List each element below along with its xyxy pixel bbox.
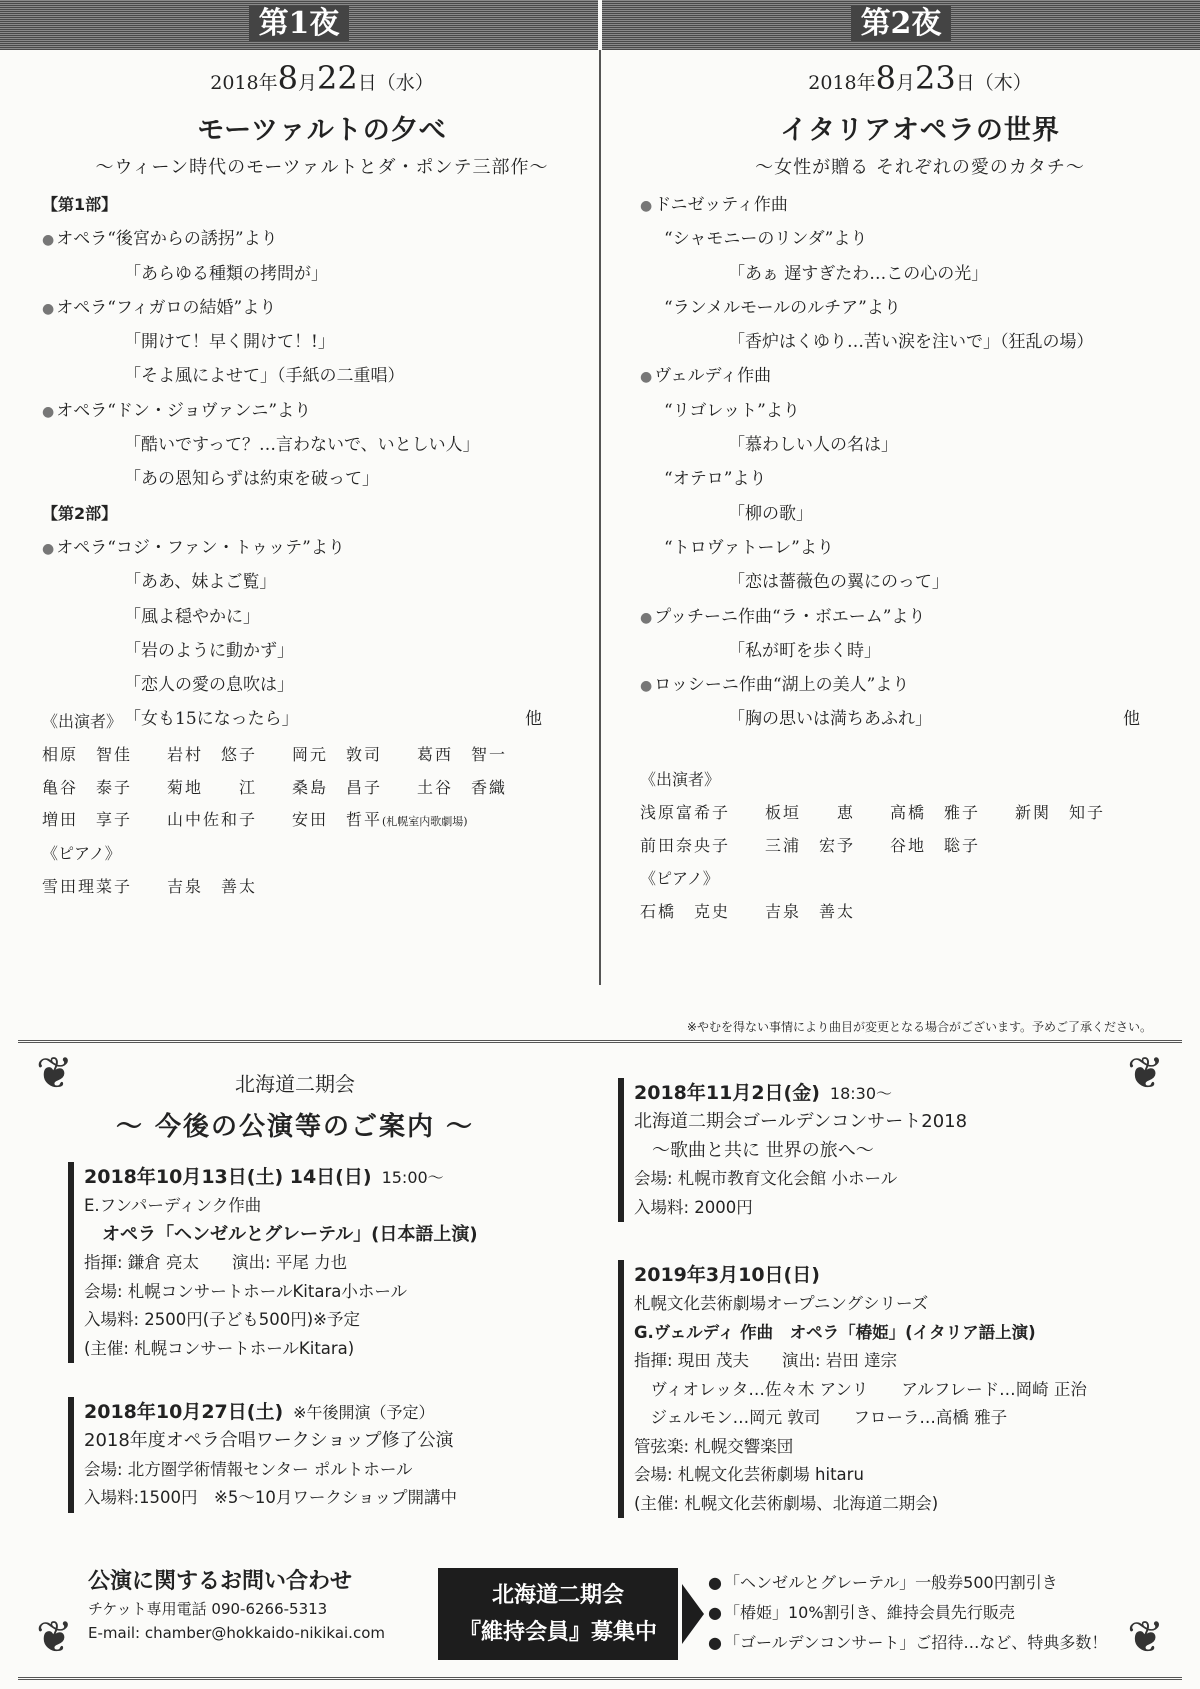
program-text: “オテロ”より <box>664 469 767 490</box>
program-aria <box>640 634 1200 668</box>
program-text: 「胸の思いは満ちあふれ」 <box>728 709 932 730</box>
program-text: 「酷いですって？…言わないで、いとしい人」 <box>124 435 480 456</box>
night1-header-bar <box>0 0 598 50</box>
program-section-label <box>42 497 602 531</box>
event-line: 北海道二期会ゴールデンコンサート2018 <box>634 1111 968 1132</box>
performer: 葛西 智一 <box>417 745 508 764</box>
program-text: ヴェルディ作曲 <box>654 366 772 387</box>
program-text: 「あの恩知らずは約束を破って」 <box>124 469 379 490</box>
cast-row <box>640 797 1200 830</box>
pianist: 吉泉 善太 <box>765 902 856 921</box>
night1-subtitle: 〜ウィーン時代のモーツァルトとダ・ポンテ三部作〜 <box>95 157 549 178</box>
member-recruit-box <box>438 1568 678 1660</box>
program-aria <box>42 462 602 496</box>
program-text: プッチーニ作曲“ラ・ボエーム”より <box>654 606 926 627</box>
event-line: オペラ「ヘンゼルとグレーテル」(日本語上演) <box>84 1223 478 1245</box>
benefit-item: ● 「ヘンゼルとグレーテル」一般券500円割引き <box>708 1568 1107 1598</box>
performer: 亀谷 泰子 <box>42 777 133 797</box>
date-month-suffix: 月 <box>297 72 317 94</box>
program-etc: 他 <box>525 709 542 730</box>
program-aria <box>640 702 1200 736</box>
event-line: G.ヴェルディ 作曲 オペラ「椿姫」(イタリア語上演) <box>634 1322 1036 1342</box>
event-time: ※午後開演（予定） <box>293 1403 435 1422</box>
ornament-icon: ❦ <box>36 1048 73 1099</box>
program-aria <box>42 565 602 599</box>
program-section-label <box>42 188 602 222</box>
cast-row <box>640 830 1200 863</box>
performer: 高橋 雅子 <box>890 803 981 822</box>
program-text: “ランメルモールのルチア”より <box>664 297 901 318</box>
night2-header-bar <box>602 0 1200 50</box>
program-etc: 他 <box>1123 709 1140 730</box>
piano-row <box>42 871 602 904</box>
performer: 岡元 敦司 <box>292 745 383 764</box>
event-line: 会場: 札幌文化芸術劇場 hitaru <box>634 1465 864 1484</box>
event-line: 会場: 北方圏学術情報センター ポルトホール <box>84 1459 413 1479</box>
program-aria <box>42 428 602 462</box>
member-benefits <box>708 1568 1107 1658</box>
event-line: (主催: 札幌コンサートホールKitara) <box>84 1338 355 1358</box>
cast-label: 《出演者》 <box>42 712 123 731</box>
performer: 岩村 悠子 <box>167 745 258 764</box>
event-line: 札幌文化芸術劇場オープニングシリーズ <box>634 1294 929 1313</box>
cast-label: 《出演者》 <box>640 770 721 789</box>
performer: 谷地 聡子 <box>890 835 981 855</box>
pianist: 雪田理菜子 <box>42 876 133 896</box>
org-name: 北海道二期会 <box>235 1072 355 1096</box>
ornament-icon: ❦ <box>1127 1612 1164 1663</box>
program-aria <box>42 257 602 291</box>
program-text: 「開けて！早く開けて！!」 <box>124 332 335 353</box>
event-date <box>634 1078 1138 1108</box>
pianist: 吉泉 善太 <box>167 876 258 896</box>
date-day: 23 <box>915 59 956 97</box>
program-aria <box>42 600 602 634</box>
performer: 増田 享子 <box>42 810 133 829</box>
event-date <box>84 1397 538 1427</box>
pianist: 石橋 克史 <box>640 902 731 921</box>
program-text: 【第1部】 <box>42 195 118 214</box>
program-aria <box>42 634 602 668</box>
night2-header: 第2夜 <box>851 6 952 41</box>
program-opera <box>42 222 602 256</box>
ticket-phone: チケット専用電話 090-6266-5313 <box>88 1600 328 1618</box>
night2-program <box>640 188 1200 737</box>
date-month-suffix: 月 <box>895 72 915 94</box>
piano-label: 《ピアノ》 <box>640 869 719 888</box>
program-text: 【第2部】 <box>42 503 118 523</box>
performer: 三浦 宏予 <box>765 835 856 855</box>
inquiry-block <box>88 1567 385 1645</box>
night2-title: イタリアオペラの世界 <box>780 115 1060 146</box>
program-text: オペラ“コジ・ファン・トゥッテ”より <box>56 537 345 558</box>
night1-program <box>42 188 602 737</box>
event-golden-concert <box>618 1078 1138 1222</box>
program-opera <box>42 394 602 428</box>
cast-row <box>42 739 602 772</box>
event-line: 入場料:1500円 ※5〜10月ワークショップ開講中 <box>84 1488 458 1507</box>
benefit-item: ● 「ゴールデンコンサート」ご招待…など、特典多数！ <box>708 1628 1107 1658</box>
night1-cast <box>42 705 602 903</box>
night1-header: 第1夜 <box>249 6 350 41</box>
program-text: オペラ“ドン・ジョヴァンニ”より <box>56 400 312 421</box>
performer: 浅原富希子 <box>640 803 731 822</box>
date-weekday: 日（木） <box>955 72 1032 94</box>
event-line: (主催: 札幌文化芸術劇場、北海道二期会) <box>634 1493 939 1513</box>
program-text: ドニゼッティ作曲 <box>654 195 788 215</box>
change-notice: ※やむを得ない事情により曲目が変更となる場合がございます。予めご了承ください。 <box>686 1020 1152 1034</box>
program-text: 「ああ、妹よご覧」 <box>124 572 277 593</box>
night1-title: モーツァルトの夕べ <box>197 115 447 146</box>
event-date <box>84 1162 538 1192</box>
night2-section <box>640 58 1200 179</box>
member-box-title: 『維持会員』募集中 <box>458 1620 657 1645</box>
program-aria <box>640 497 1200 531</box>
program-text: 「香炉はくゆり…苦い涙を注いで」（狂乱の場） <box>728 332 1094 353</box>
cast-row <box>42 772 602 805</box>
program-text: オペラ“後宮からの誘拐”より <box>56 229 278 250</box>
program-text: ロッシーニ作曲“湖上の美人”より <box>654 675 910 696</box>
night1-section <box>42 58 602 179</box>
program-aria <box>640 291 1200 325</box>
event-line: 会場: 札幌市教育文化会館 小ホール <box>634 1169 898 1188</box>
benefit-item: ● 「椿姫」10%割引き、維持会員先行販売 <box>708 1598 1107 1628</box>
event-date-text: 2018年11月2日(金) <box>634 1082 820 1104</box>
event-line: 会場: 札幌コンサートホールKitara小ホール <box>84 1281 408 1301</box>
inquiry-title: 公演に関するお問い合わせ <box>88 1569 353 1594</box>
contact-email: E-mail: chamber@hokkaido-nikikai.com <box>88 1624 385 1642</box>
program-aria <box>640 428 1200 462</box>
event-workshop <box>68 1397 538 1513</box>
program-text: 「あぁ 遅すぎたわ…この心の光」 <box>728 263 989 284</box>
performer: 土谷 香織 <box>417 777 508 797</box>
program-opera <box>640 600 1200 634</box>
event-time: 15:00〜 <box>381 1168 444 1187</box>
program-aria <box>640 257 1200 291</box>
event-line: 入場料: 2000円 <box>634 1197 753 1217</box>
program-text: 「岩のように動かず」 <box>124 640 294 661</box>
program-aria <box>640 531 1200 565</box>
ornament-icon: ❦ <box>36 1612 73 1663</box>
performer-note: (札幌室内歌劇場) <box>382 815 468 828</box>
piano-row <box>640 896 1200 929</box>
night2-subtitle: 〜女性が贈る それぞれの愛のカタチ〜 <box>755 157 1085 178</box>
program-aria <box>640 325 1200 359</box>
program-text: 「そよ風によせて」（手紙の二重唱） <box>124 366 405 387</box>
program-aria <box>42 325 602 359</box>
upcoming-heading: 〜 今後の公演等のご案内 〜 <box>115 1112 475 1142</box>
date-year: 2018年 <box>210 72 278 94</box>
event-date <box>634 1260 1158 1290</box>
piano-label: 《ピアノ》 <box>42 843 121 863</box>
night2-date <box>640 58 1200 98</box>
night2-cast <box>640 763 1200 929</box>
event-date-text: 2018年10月13日(土) 14日(日) <box>84 1166 372 1188</box>
program-text: “トロヴァトーレ”より <box>664 537 834 558</box>
member-box-org: 北海道二期会 <box>491 1583 624 1608</box>
event-traviata <box>618 1260 1158 1518</box>
cast-row <box>42 804 602 837</box>
event-date-text: 2018年10月27日(土) <box>84 1401 284 1423</box>
performer: 新関 知子 <box>1015 803 1106 822</box>
date-year: 2018年 <box>808 72 876 94</box>
date-weekday: 日（水） <box>357 72 434 94</box>
event-line: 入場料: 2500円(子ども500円)※予定 <box>84 1310 360 1329</box>
program-text: “リゴレット”より <box>664 400 800 421</box>
program-opera <box>42 291 602 325</box>
performer: 桑島 昌子 <box>292 777 383 797</box>
date-day: 22 <box>317 59 358 97</box>
event-line: 指揮: 鎌倉 亮太 演出: 平尾 力也 <box>84 1253 348 1272</box>
event-line: E.フンパーディンク作曲 <box>84 1196 262 1215</box>
program-opera <box>42 531 602 565</box>
program-aria <box>42 359 602 393</box>
program-aria <box>640 394 1200 428</box>
program-aria <box>42 668 602 702</box>
program-aria <box>640 565 1200 599</box>
event-line: 指揮: 現田 茂夫 演出: 岩田 達宗 <box>634 1351 898 1370</box>
performer: 菊地 江 <box>167 777 258 797</box>
program-text: 「私が町を歩く時」 <box>728 640 881 661</box>
performer: 板垣 恵 <box>765 803 856 822</box>
performer: 安田 哲平 <box>292 810 383 829</box>
arrow-right-icon <box>682 1584 704 1644</box>
program-text: 「柳の歌」 <box>728 503 813 524</box>
performer: 前田奈央子 <box>640 835 731 855</box>
event-date-text: 2019年3月10日(日) <box>634 1264 820 1286</box>
program-text: 「恋人の愛の息吹は」 <box>124 675 294 696</box>
program-text: 「女も15になったら」 <box>124 709 299 730</box>
event-time: 18:30〜 <box>829 1084 893 1103</box>
event-line: ジェルモン…岡元 敦司 フローラ…高橋 雅子 <box>634 1408 1008 1427</box>
program-opera <box>640 359 1200 393</box>
program-text: 「慕わしい人の名は」 <box>728 435 898 456</box>
program-text: 「風よ穏やかに」 <box>124 606 260 627</box>
program-opera <box>640 668 1200 702</box>
event-line: 〜歌曲と共に 世界の旅へ〜 <box>634 1139 874 1161</box>
program-aria <box>640 462 1200 496</box>
program-aria <box>640 222 1200 256</box>
performer: 山中佐和子 <box>167 810 258 829</box>
ornament-icon: ❦ <box>1127 1048 1164 1099</box>
program-text: “シャモニーのリンダ”より <box>664 229 868 250</box>
event-hansel-gretel <box>68 1162 538 1363</box>
program-text: オペラ“フィガロの結婚”より <box>56 297 277 318</box>
program-text: 「あらゆる種類の拷問が」 <box>124 263 328 284</box>
program-opera <box>640 188 1200 222</box>
performer: 相原 智佳 <box>42 745 133 764</box>
program-text: 「恋は薔薇色の翼にのって」 <box>728 572 949 593</box>
event-line: 2018年度オペラ合唱ワークショップ修了公演 <box>84 1430 454 1451</box>
date-month: 8 <box>875 59 896 97</box>
date-month: 8 <box>277 59 298 97</box>
event-line: ヴィオレッタ…佐々木 アンリ アルフレード…岡崎 正治 <box>634 1379 1087 1399</box>
event-line: 管弦楽: 札幌交響楽団 <box>634 1436 794 1456</box>
night1-date <box>42 58 602 98</box>
